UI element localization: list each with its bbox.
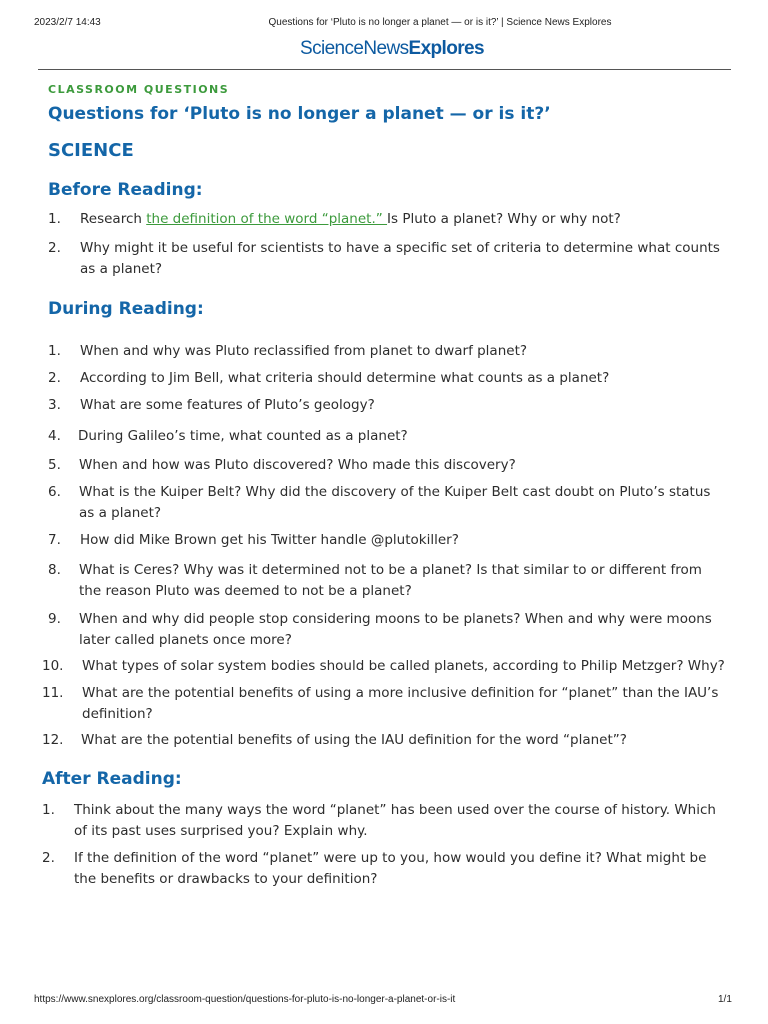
print-datetime: 2023/2/7 14:43 [34,17,101,28]
during-reading-heading: During Reading: [48,299,204,319]
question-text: What is the Kuiper Belt? Why did the discovery of the Kuiper Belt cast doubt on Pluto’s status as a planet? [79,484,711,521]
item-number: 12. [42,732,64,748]
section-kicker[interactable]: CLASSROOM QUESTIONS [48,83,230,96]
site-logo[interactable] [300,38,484,60]
item-number: 1. [48,343,61,359]
print-page-number: 1/1 [718,994,732,1005]
question-text: Why might it be useful for scientists to have a specific set of criteria to determine what counts as a planet? [80,240,720,277]
item-number: 9. [48,611,61,627]
question-text: What are the potential benefits of using the IAU definition for the word “planet”? [81,732,627,748]
question-text: What are the potential benefits of using a more inclusive definition for “planet” than the IAU’s definition? [82,685,719,722]
question-text: If the definition of the word “planet” were up to you, how would you define it? What might be the benefits or drawbacks to your definition? [74,850,707,887]
item-number: 3. [48,397,61,413]
item-number: 5. [48,457,61,473]
question-text: Think about the many ways the word “planet” has been used over the course of history. Which of its past uses surprised you? Explain why. [74,802,716,839]
subject-heading: SCIENCE [48,140,134,161]
question-prefix: Research [80,211,147,227]
logo-explores: Explores [408,38,484,59]
question-text [80,209,730,230]
item-number: 6. [48,484,61,500]
before-reading-heading: Before Reading: [48,180,203,200]
question-text: During Galileo’s time, what counted as a planet? [78,428,408,444]
question-text: What are some features of Pluto’s geology? [80,397,375,413]
item-number: 1. [48,211,61,227]
question-text: When and why did people stop considering moons to be planets? When and why were moons later called planets once more? [79,611,712,648]
item-number: 10. [42,658,64,674]
question-text: When and why was Pluto reclassified from planet to dwarf planet? [80,343,528,359]
item-number: 4. [48,428,61,444]
logo-sciencenews: ScienceNews [300,38,409,59]
item-number: 8. [48,562,61,578]
item-number: 2. [42,850,55,866]
question-text: When and how was Pluto discovered? Who made this discovery? [79,457,516,473]
question-text: What is Ceres? Why was it determined not to be a planet? Is that similar to or different from the reason Pluto was deemed to not be a planet? [79,562,702,599]
question-text: According to Jim Bell, what criteria should determine what counts as a planet? [80,370,610,386]
item-number: 11. [42,685,64,701]
question-text: How did Mike Brown get his Twitter handle @plutokiller? [80,532,459,548]
question-text: What types of solar system bodies should be called planets, according to Philip Metzger? Why? [82,658,725,674]
planet-definition-link[interactable]: the definition of the word “planet.” [146,211,388,227]
item-number: 2. [48,240,61,256]
page-title: Questions for ‘Pluto is no longer a planet — or is it?’ [48,104,551,124]
item-number: 1. [42,802,55,818]
item-number: 7. [48,532,61,548]
after-reading-heading: After Reading: [42,769,182,789]
question-suffix: Is Pluto a planet? Why or why not? [387,211,621,227]
header-divider [38,69,731,70]
print-page-title: Questions for ‘Pluto is no longer a planet — or is it?’ | Science News Explores [268,17,612,28]
item-number: 2. [48,370,61,386]
print-url: https://www.snexplores.org/classroom-question/questions-for-pluto-is-no-longer-a-planet-or-is-it [34,994,456,1005]
